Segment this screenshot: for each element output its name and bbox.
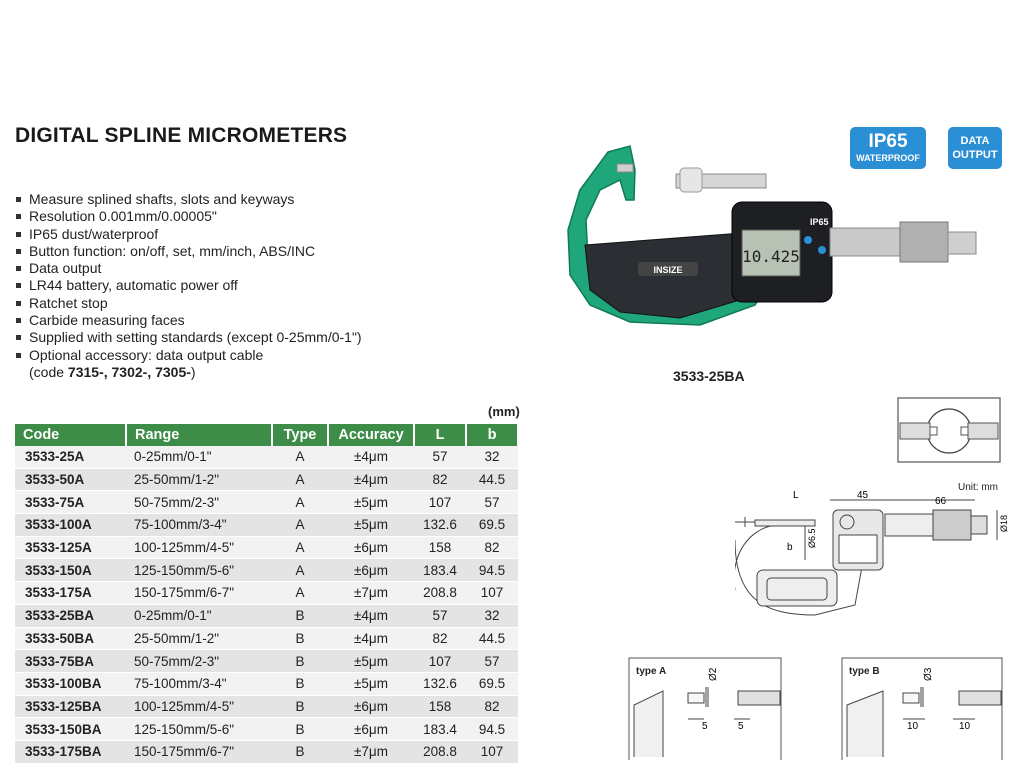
table-body [15,446,518,763]
table-cell-type: A [272,468,328,491]
table-cell-b: 94.5 [466,559,518,582]
table-cell-acc: ±5μm [328,514,414,537]
col-range: Range [126,424,272,446]
svg-text:66: 66 [935,496,947,507]
table-header-row [15,424,518,446]
svg-text:Ø2: Ø2 [708,667,719,681]
bullet-icon [16,335,21,340]
table-cell-code: 3533-75A [15,491,126,514]
feature-item: Button function: on/off, set, mm/inch, ABS/INC [15,243,362,260]
table-cell-l: 107 [414,491,466,514]
table-cell-code: 3533-50A [15,468,126,491]
table-cell-type: B [272,650,328,673]
table-row [15,491,518,514]
table-cell-code: 3533-100A [15,514,126,537]
table-cell-type: B [272,718,328,741]
table-cell-b: 32 [466,604,518,627]
feature-item: Optional accessory: data output cable [15,347,362,364]
svg-text:Ø18: Ø18 [999,514,1009,532]
svg-text:5: 5 [738,721,744,732]
table-cell-l: 208.8 [414,582,466,605]
table-cell-l: 57 [414,446,466,468]
table-cell-l: 132.6 [414,514,466,537]
table-cell-code: 3533-25A [15,446,126,468]
feature-sub-item: (code 7315-, 7302-, 7305-) [29,363,196,380]
table-cell-l: 158 [414,695,466,718]
table-row [15,514,518,537]
type-b-label: type B [849,666,880,677]
bullet-icon [16,249,21,254]
feature-item: LR44 battery, automatic power off [15,277,362,294]
table-cell-type: A [272,514,328,537]
table-cell-l: 183.4 [414,718,466,741]
table-cell-code: 3533-125A [15,536,126,559]
table-cell-l: 183.4 [414,559,466,582]
svg-text:10: 10 [959,721,971,732]
table-cell-code: 3533-100BA [15,672,126,695]
table-cell-range: 50-75mm/2-3" [126,650,272,673]
table-cell-type: A [272,491,328,514]
drawing-unit: Unit: mm [958,482,998,493]
table-cell-type: A [272,582,328,605]
table-row [15,627,518,650]
table-cell-b: 94.5 [466,718,518,741]
table-cell-acc: ±4μm [328,604,414,627]
table-row [15,740,518,763]
table-cell-range: 50-75mm/2-3" [126,491,272,514]
table-cell-type: B [272,604,328,627]
table-cell-b: 44.5 [466,468,518,491]
table-cell-acc: ±7μm [328,740,414,763]
bullet-icon [16,214,21,219]
bullet-icon [16,301,21,306]
table-cell-acc: ±5μm [328,650,414,673]
table-cell-l: 82 [414,468,466,491]
table-cell-acc: ±6μm [328,718,414,741]
svg-text:L: L [793,490,799,501]
svg-text:IP65: IP65 [810,217,829,227]
svg-text:10.425: 10.425 [742,247,800,266]
table-cell-acc: ±5μm [328,672,414,695]
table-cell-l: 158 [414,536,466,559]
table-cell-b: 57 [466,650,518,673]
table-cell-type: B [272,695,328,718]
table-cell-range: 125-150mm/5-6" [126,559,272,582]
svg-text:5: 5 [702,721,708,732]
feature-item: Data output [15,260,362,277]
svg-text:b: b [787,542,793,553]
table-cell-l: 208.8 [414,740,466,763]
table-row [15,446,518,468]
table-cell-range: 150-175mm/6-7" [126,740,272,763]
product-caption: 3533-25BA [673,368,745,384]
svg-text:Ø3: Ø3 [923,667,934,681]
ip65-badge: IP65 WATERPROOF [850,127,926,169]
col-l: L [414,424,466,446]
table-unit: (mm) [488,404,520,419]
table-row [15,559,518,582]
svg-text:INSIZE: INSIZE [653,265,683,275]
table-cell-type: A [272,536,328,559]
table-cell-range: 0-25mm/0-1" [126,604,272,627]
table-row [15,604,518,627]
table-cell-code: 3533-175A [15,582,126,605]
table-row [15,468,518,491]
table-cell-code: 3533-150BA [15,718,126,741]
table-row [15,695,518,718]
table-cell-b: 69.5 [466,514,518,537]
table-cell-range: 150-175mm/6-7" [126,582,272,605]
feature-item: IP65 dust/waterproof [15,226,362,243]
micrometer-product-image [560,140,980,335]
svg-text:10: 10 [907,721,919,732]
col-b: b [466,424,518,446]
data-output-badge: DATA OUTPUT [948,127,1002,169]
spec-table [15,424,519,764]
table-cell-l: 82 [414,627,466,650]
table-cell-b: 57 [466,491,518,514]
table-cell-acc: ±7μm [328,582,414,605]
feature-item: Measure splined shafts, slots and keyways [15,191,362,208]
table-cell-range: 75-100mm/3-4" [126,672,272,695]
table-cell-type: B [272,672,328,695]
table-cell-acc: ±6μm [328,559,414,582]
table-cell-b: 32 [466,446,518,468]
table-cell-type: B [272,627,328,650]
table-cell-type: B [272,740,328,763]
table-row [15,718,518,741]
feature-list [15,191,362,381]
feature-item: Resolution 0.001mm/0.00005" [15,208,362,225]
table-cell-acc: ±5μm [328,491,414,514]
table-cell-b: 107 [466,740,518,763]
dimension-drawing [735,490,1017,620]
table-cell-range: 0-25mm/0-1" [126,446,272,468]
table-cell-acc: ±4μm [328,446,414,468]
feature-item: Carbide measuring faces [15,312,362,329]
col-code: Code [15,424,126,446]
table-cell-b: 44.5 [466,627,518,650]
feature-item: Ratchet stop [15,295,362,312]
table-cell-l: 107 [414,650,466,673]
table-cell-code: 3533-50BA [15,627,126,650]
table-cell-b: 107 [466,582,518,605]
table-cell-range: 25-50mm/1-2" [126,468,272,491]
table-cell-code: 3533-25BA [15,604,126,627]
table-cell-type: A [272,559,328,582]
bullet-icon [16,266,21,271]
table-cell-acc: ±6μm [328,695,414,718]
table-cell-b: 69.5 [466,672,518,695]
table-cell-range: 100-125mm/4-5" [126,695,272,718]
table-row [15,650,518,673]
page-title: DIGITAL SPLINE MICROMETERS [15,124,348,147]
table-cell-type: A [272,446,328,468]
feature-item: Supplied with setting standards (except 0-25mm/0-1") [15,329,362,346]
table-row [15,672,518,695]
table-cell-b: 82 [466,695,518,718]
bullet-icon [16,232,21,237]
table-cell-range: 25-50mm/1-2" [126,627,272,650]
table-cell-code: 3533-75BA [15,650,126,673]
bullet-icon [16,353,21,358]
bullet-icon [16,318,21,323]
table-row [15,582,518,605]
table-cell-l: 132.6 [414,672,466,695]
table-cell-code: 3533-150A [15,559,126,582]
table-cell-l: 57 [414,604,466,627]
table-cell-code: 3533-175BA [15,740,126,763]
svg-text:45: 45 [857,490,869,501]
table-cell-range: 75-100mm/3-4" [126,514,272,537]
table-row [15,536,518,559]
table-cell-range: 125-150mm/5-6" [126,718,272,741]
table-cell-b: 82 [466,536,518,559]
spline-detail-drawing [897,397,1001,463]
svg-text:Ø6.5: Ø6.5 [807,528,817,548]
table-cell-acc: ±4μm [328,627,414,650]
col-accuracy: Accuracy [328,424,414,446]
bullet-icon [16,197,21,202]
col-type: Type [272,424,328,446]
table-cell-range: 100-125mm/4-5" [126,536,272,559]
table-cell-acc: ±4μm [328,468,414,491]
bullet-icon [16,283,21,288]
table-cell-acc: ±6μm [328,536,414,559]
table-cell-code: 3533-125BA [15,695,126,718]
type-a-label: type A [636,666,667,677]
